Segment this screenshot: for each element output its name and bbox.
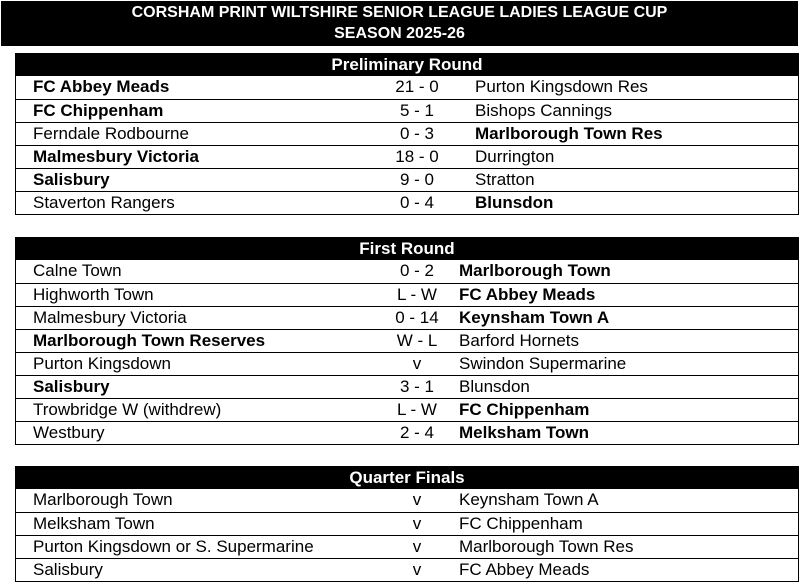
away-team: Durrington <box>475 147 555 166</box>
match-score: 5 - 1 <box>399 101 435 120</box>
match-score: 18 - 0 <box>395 147 439 166</box>
away-team: Marlborough Town Res <box>459 537 634 556</box>
fixture-row <box>16 191 798 214</box>
fixture-row <box>16 512 798 535</box>
fixture-row <box>16 329 798 352</box>
fixture-row <box>16 421 798 444</box>
competition-title: CORSHAM PRINT WILTSHIRE SENIOR LEAGUE LADIES LEAGUE CUP <box>131 4 668 21</box>
fixture-row <box>16 398 798 421</box>
home-team: Melksham Town <box>33 514 155 533</box>
first-round-section <box>15 237 799 445</box>
home-team: Marlborough Town <box>33 490 173 509</box>
home-team: Purton Kingsdown or S. Supermarine <box>33 537 314 556</box>
home-team: FC Abbey Meads <box>33 77 170 96</box>
fixture-row <box>16 489 798 512</box>
match-score: W - L <box>396 331 438 350</box>
section-heading: Preliminary Round <box>16 54 798 76</box>
home-team: Malmesbury Victoria <box>33 147 199 166</box>
match-score: v <box>412 537 422 556</box>
away-team: Melksham Town <box>459 423 590 442</box>
away-team: Swindon Supermarine <box>459 354 627 373</box>
away-team: Keynsham Town A <box>459 308 610 327</box>
section-heading: Quarter Finals <box>16 467 798 489</box>
match-score: 21 - 0 <box>395 77 439 96</box>
preliminary-round-section <box>15 53 799 215</box>
match-score: 0 - 2 <box>399 261 435 280</box>
match-score: v <box>412 560 422 579</box>
match-score: 3 - 1 <box>399 377 435 396</box>
match-score: 2 - 4 <box>399 423 435 442</box>
match-score: 9 - 0 <box>399 170 435 189</box>
home-team: Ferndale Rodbourne <box>33 124 189 143</box>
away-team: Purton Kingsdown Res <box>475 77 648 96</box>
home-team: Staverton Rangers <box>33 193 175 212</box>
home-team: FC Chippenham <box>33 101 164 120</box>
fixture-row <box>16 122 798 145</box>
away-team: Blunsdon <box>475 193 554 212</box>
page-title-bar <box>1 1 798 46</box>
home-team: Trowbridge W (withdrew) <box>33 400 222 419</box>
season-title: SEASON 2025-26 <box>334 25 465 42</box>
home-team: Calne Town <box>33 261 122 280</box>
away-team: Bishops Cannings <box>475 101 613 120</box>
fixture-row <box>16 168 798 191</box>
fixture-row <box>16 375 798 398</box>
away-team: Marlborough Town Res <box>475 124 663 143</box>
match-score: 0 - 4 <box>399 193 435 212</box>
home-team: Marlborough Town Reserves <box>33 331 266 350</box>
fixture-row <box>16 76 798 99</box>
fixture-row <box>16 535 798 558</box>
fixture-row <box>16 558 798 581</box>
fixtures-list <box>16 260 798 444</box>
away-team: FC Chippenham <box>459 514 583 533</box>
fixtures-list <box>16 489 798 581</box>
match-score: v <box>412 490 422 509</box>
fixture-row <box>16 260 798 283</box>
away-team: Marlborough Town <box>459 261 611 280</box>
away-team: FC Abbey Meads <box>459 285 596 304</box>
quarter-finals-section <box>15 466 799 582</box>
home-team: Malmesbury Victoria <box>33 308 187 327</box>
match-score: v <box>412 514 422 533</box>
away-team: FC Abbey Meads <box>459 560 590 579</box>
home-team: Westbury <box>33 423 105 442</box>
away-team: Blunsdon <box>459 377 530 396</box>
home-team: Purton Kingsdown <box>33 354 171 373</box>
fixture-row <box>16 145 798 168</box>
fixture-row <box>16 283 798 306</box>
home-team: Salisbury <box>33 560 103 579</box>
match-score: 0 - 3 <box>399 124 435 143</box>
away-team: Barford Hornets <box>459 331 579 350</box>
away-team: FC Chippenham <box>459 400 590 419</box>
match-score: v <box>412 354 422 373</box>
fixture-row <box>16 306 798 329</box>
home-team: Salisbury <box>33 170 110 189</box>
match-score: L - W <box>397 285 437 304</box>
home-team: Highworth Town <box>33 285 154 304</box>
fixture-row <box>16 352 798 375</box>
home-team: Salisbury <box>33 377 110 396</box>
away-team: Stratton <box>475 170 535 189</box>
fixtures-list <box>16 76 798 214</box>
fixture-row <box>16 99 798 122</box>
away-team: Keynsham Town A <box>459 490 599 509</box>
match-score: L - W <box>397 400 437 419</box>
section-heading: First Round <box>16 238 798 260</box>
match-score: 0 - 14 <box>395 308 439 327</box>
